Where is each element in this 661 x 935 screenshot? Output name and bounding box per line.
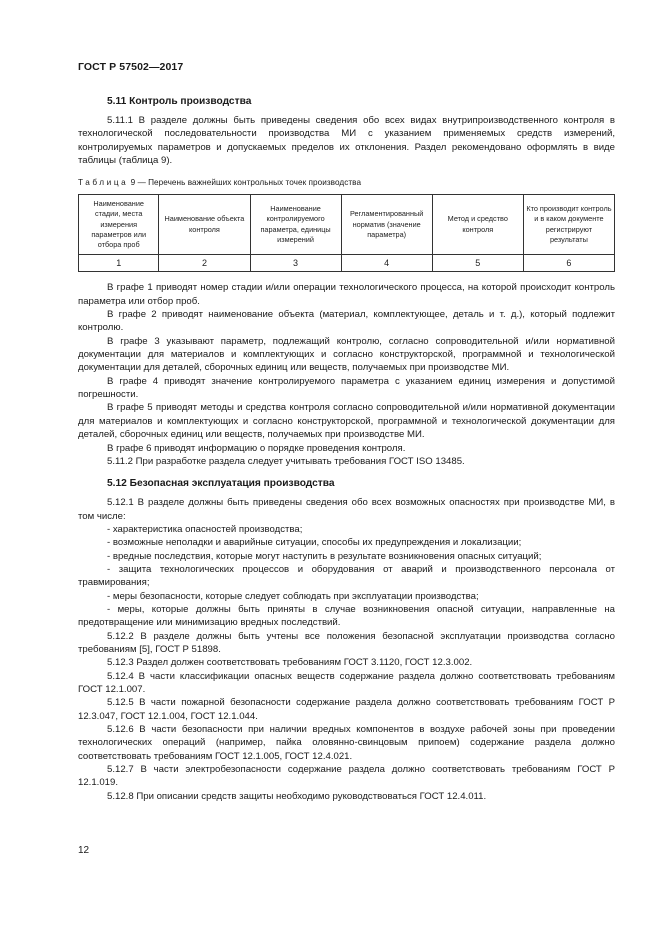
paragraph-5-12-5: 5.12.5 В части пожарной безопасности содержание раздела должно соответствовать требованиям ГОСТ Р 12.3.047, ГОСТ 12.1.004, ГОСТ 12.1.044.: [78, 697, 615, 722]
table-number-cell: 1: [79, 255, 159, 272]
table-caption-word: Таблица: [78, 178, 129, 188]
table-header-cell: Метод и средство контроля: [432, 195, 523, 255]
section-heading-5-11: 5.11 Контроль производства: [107, 96, 252, 107]
graph-note-1: В графе 1 приводят номер стадии и/или операции технологического процесса, на которой происходит контроль параметра или отбор проб.: [78, 282, 615, 307]
list-item: - возможные неполадки и аварийные ситуации, способы их предупреждения и локализации;: [107, 537, 522, 549]
table-caption: [78, 177, 615, 188]
page-number: 12: [78, 845, 90, 856]
page-content: [78, 95, 615, 803]
section-heading-5-12: 5.12 Безопасная эксплуатация производства: [107, 478, 335, 490]
table-header-cell: Кто производит контроль и в каком документе регистрируют результаты: [523, 195, 614, 255]
table-number-cell: 2: [159, 255, 250, 272]
list-item: - характеристика опасностей производства;: [107, 523, 303, 535]
paragraph-5-11-2: 5.11.2 При разработке раздела следует учитывать требования ГОСТ ISO 13485.: [107, 455, 465, 467]
list-item: - меры, которые должны быть приняты в случае возникновения опасной ситуации, направленные на предотвращение или минимизацию вредных последствий.: [78, 603, 615, 629]
document-code: ГОСТ Р 57502—2017: [78, 61, 184, 73]
table-header-cell: Регламентированный норматив (значение параметра): [341, 195, 432, 255]
table-number-cell: 5: [432, 255, 523, 272]
paragraph-5-12-6: 5.12.6 В части безопасности при наличии вредных компонентов в воздухе рабочей зоны при проведении технологических операций (например, пайка оловянно-свинцовым припоем) содержание раздела должно соответствовать требованиям ГОСТ 12.1.005, ГОСТ 12.4.021.: [78, 724, 615, 762]
list-item: - защита технологических процессов и оборудования от аварий и производственного персонала от травмирования;: [78, 563, 615, 589]
table-caption-text: 9 — Перечень важнейших контрольных точек производства: [128, 178, 362, 188]
table-header-row: [79, 195, 615, 255]
table-header-cell: Наименование стадии, места измерения параметров или отбора проб: [79, 195, 159, 255]
graph-note-2: В графе 2 приводят наименование объекта (материал, комплектующее, деталь и т. д.), который подлежит контролю.: [78, 309, 615, 334]
table-number-cell: 6: [523, 255, 614, 272]
graph-note-5: В графе 5 приводят методы и средства контроля согласно сопроводительной и/или нормативной документации для материалов и комплектующих и согласно конструкторской, программной и технологической документации для деталей, сборочных единиц или веществ, получаемых при производстве МИ.: [78, 402, 615, 441]
paragraph-5-12-8: 5.12.8 При описании средств защиты необходимо руководствоваться ГОСТ 12.4.011.: [107, 790, 487, 802]
paragraph-5-11-1: 5.11.1 В разделе должны быть приведены сведения обо всех видах внутрипроизводственного контроля в технологической последовательности производства МИ с указанием применяемых средств измерений, контролируемых параметров и допускаемых пределов их отклонения. Раздел рекомендовано оформлять в виде таблицы (таблица 9).: [78, 115, 615, 167]
list-item: - меры безопасности, которые следует соблюдать при эксплуатации производства;: [107, 590, 479, 602]
paragraph-5-12-7: 5.12.7 В части электробезопасности содержание раздела должно соответствовать требованиям ГОСТ Р 12.1.019.: [78, 764, 615, 789]
control-points-table: [78, 194, 615, 272]
paragraph-5-12-2: 5.12.2 В разделе должны быть учтены все положения безопасной эксплуатации производства согласно требованиям [5], ГОСТ Р 51898.: [78, 630, 615, 655]
paragraph-5-12-3: 5.12.3 Раздел должен соответствовать требованиям ГОСТ 3.1120, ГОСТ 12.3.002.: [107, 657, 473, 669]
table-header-cell: Наименование контролируемого параметра, единицы измерений: [250, 195, 341, 255]
list-item: - вредные последствия, которые могут наступить в результате возникновения опасных ситуаций;: [107, 550, 542, 562]
graph-note-6: В графе 6 приводят информацию о порядке проведения контроля.: [107, 442, 406, 454]
table-number-cell: 4: [341, 255, 432, 272]
table-number-cell: 3: [250, 255, 341, 272]
paragraph-5-12-1: 5.12.1 В разделе должны быть приведены сведения обо всех возможных опасностях при производстве МИ, в том числе:: [78, 497, 615, 522]
table-header-cell: Наименование объекта контроля: [159, 195, 250, 255]
graph-note-4: В графе 4 приводят значение контролируемого параметра с указанием единиц измерения и допустимой погрешности.: [78, 375, 615, 401]
graph-note-3: В графе 3 указывают параметр, подлежащий контролю, согласно сопроводительной и/или нормативной документации для материалов и комплектующих и согласно конструкторской, программной и технологической документации для деталей, сборочных единиц или веществ, получаемых при производстве МИ.: [78, 335, 615, 374]
paragraph-5-12-4: 5.12.4 В части классификации опасных веществ содержание раздела должно соответствовать требованиям ГОСТ 12.1.007.: [78, 670, 615, 695]
table-number-row: [79, 255, 615, 272]
